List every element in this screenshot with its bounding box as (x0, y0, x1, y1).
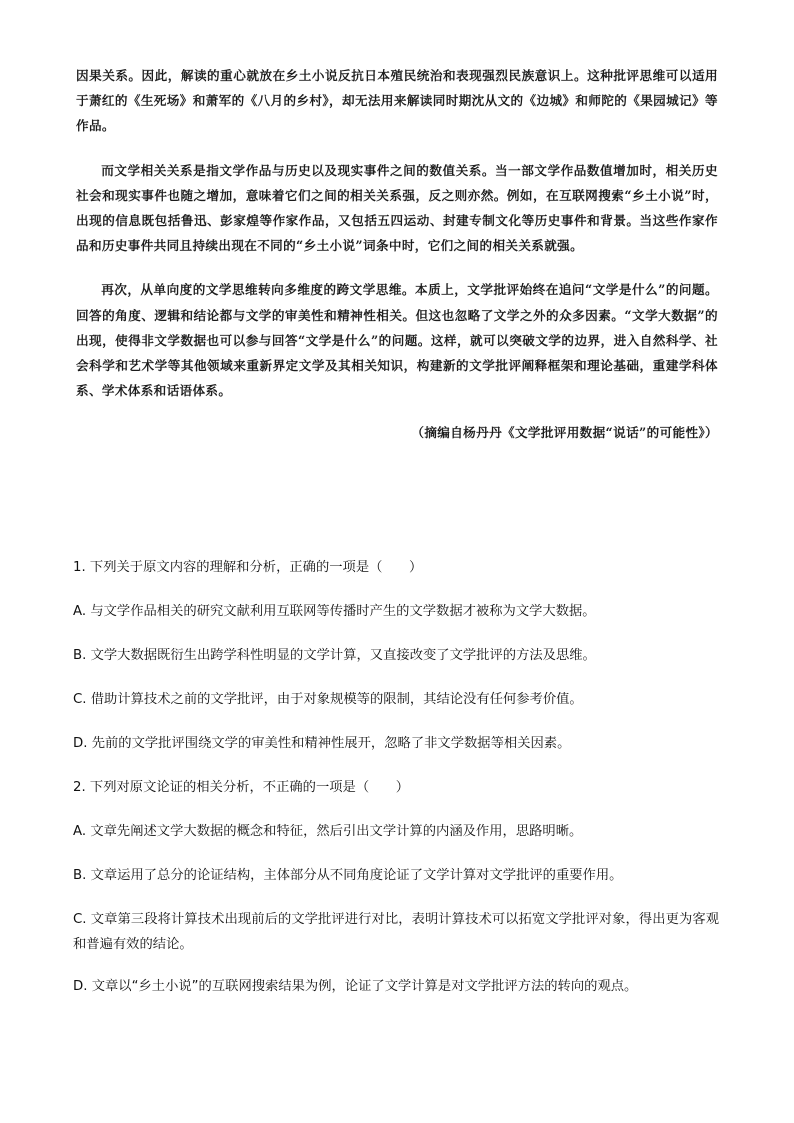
passage-paragraph-1: 因果关系。因此，解读的重心就放在乡土小说反抗日本殖民统治和表现强烈民族意识上。这种批评思维可以适用于萧红的《生死场》和萧军的《八月的乡村》，却无法用来解读同时期沈从文的《边城》和师陀的《果园城记》等作品。 (76, 68, 718, 134)
question-2-option-b: B. 文章运用了总分的论证结构，主体部分从不同角度论证了文学计算对文学批评的重要作用。 (73, 868, 623, 883)
passage-source: （摘编自杨丹丹《文学批评用数据“说话”的可能性》） (411, 425, 718, 441)
question-1-option-d: D. 先前的文学批评围绕文学的审美性和精神性展开，忽略了非文学数据等相关因素。 (73, 736, 571, 751)
passage-paragraph-2: 而文学相关关系是指文学作品与历史以及现实事件之间的数值关系。当一部文学作品数值增加时，相关历史社会和现实事件也随之增加，意味着它们之间的相关关系强，反之则亦然。例如，在互联网搜索“乡土小说”时，出现的信息既包括鲁迅、彭家煌等作家作品，又包括五四运动、封建专制文化等历史事件和背景。当这些作家作品和历史事件共同且持续出现在不同的“乡土小说”词条中时，它们之间的相关关系就强。 (76, 162, 718, 254)
question-1-option-b: B. 文学大数据既衍生出跨学科性明显的文学计算，又直接改变了文学批评的方法及思维。 (73, 648, 596, 663)
reading-passage (76, 63, 718, 465)
question-1-option-a: A. 与文学作品相关的研究文献利用互联网等传播时产生的文学数据才被称为文学大数据。 (73, 604, 596, 619)
question-1-stem: 1. 下列关于原文内容的理解和分析，正确的一项是（ ） (73, 560, 423, 575)
passage-paragraph-3: 再次，从单向度的文学思维转向多维度的跨文学思维。本质上，文学批评始终在追问“文学是什么”的问题。回答的角度、逻辑和结论都与文学的审美性和精神性相关。但这也忽略了文学之外的众多因素。“文学大数据”的出现，使得非文学数据也可以参与回答“文学是什么”的问题。这样，就可以突破文学的边界，进入自然科学、社会科学和艺术学等其他领域来重新界定文学及其相关知识，构建新的文学批评阐释框架和理论基础，重建学科体系、学术体系和话语体系。 (76, 282, 718, 399)
question-2-option-a: A. 文章先阐述文学大数据的概念和特征，然后引出文学计算的内涵及作用，思路明晰。 (73, 824, 583, 839)
questions-section (73, 555, 719, 1018)
question-1-option-c: C. 借助计算技术之前的文学批评，由于对象规模等的限制，其结论没有任何参考价值。 (73, 692, 583, 707)
question-2-stem: 2. 下列对原文论证的相关分析，不正确的一项是（ ） (73, 780, 410, 795)
question-2-option-d: D. 文章以“乡土小说”的互联网搜索结果为例，论证了文学计算是对文学批评方法的转向的观点。 (73, 979, 638, 994)
question-2-option-c: C. 文章第三段将计算技术出现前后的文学批评进行对比，表明计算技术可以拓宽文学批评对象，得出更为客观和普遍有效的结论。 (73, 912, 719, 952)
